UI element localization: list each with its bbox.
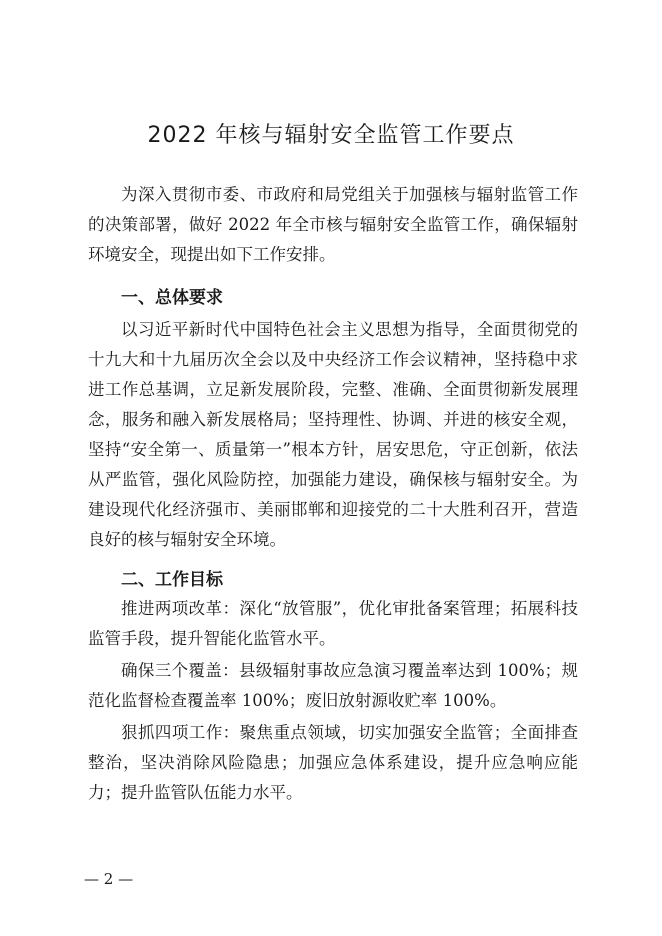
goal-paragraph-coverage: 确保三个覆盖：县级辐射事故应急演习覆盖率达到 100%；规范化监督检查覆盖率 100%；废旧放射源收贮率 100%。 — [88, 661, 578, 710]
goal-paragraph-tasks: 狠抓四项工作：聚焦重点领域，切实加强安全监管；全面排查整治，坚决消除风险隐患；加强应急体系建设，提升应急响应能力；提升监管队伍能力水平。 — [88, 723, 578, 802]
document-title: 2022 年核与辐射安全监管工作要点 — [147, 123, 515, 148]
section-heading-work-goals: 二、工作目标 — [121, 570, 223, 590]
goal-paragraph-reforms: 推进两项改革：深化“放管服”，优化审批备案管理；拓展科技监管手段，提升智能化监管水平。 — [88, 599, 578, 648]
general-requirements-paragraph: 以习近平新时代中国特色社会主义思想为指导，全面贯彻党的十九大和十九届历次全会以及中央经济工作会议精神，坚持稳中求进工作总基调，立足新发展阶段，完整、准确、全面贯彻新发展理念，服务和融入新发展格局；坚持理性、协调、并进的核安全观，坚持“安全第一、质量第一”根本方针，居安思危，守正创新，依法从严监管，强化风险防控，加强能力建设，确保核与辐射安全。为建设现代化经济强市、美丽邯郸和迎接党的二十大胜利召开，营造良好的核与辐射安全环境。 — [88, 320, 578, 549]
section-heading-general-requirements: 一、总体要求 — [121, 288, 223, 308]
intro-paragraph: 为深入贯彻市委、市政府和局党组关于加强核与辐射监管工作的决策部署，做好 2022 年全市核与辐射安全监管工作，确保辐射环境安全，现提出如下工作安排。 — [88, 185, 578, 264]
page-number: — 2 — — [84, 870, 134, 888]
